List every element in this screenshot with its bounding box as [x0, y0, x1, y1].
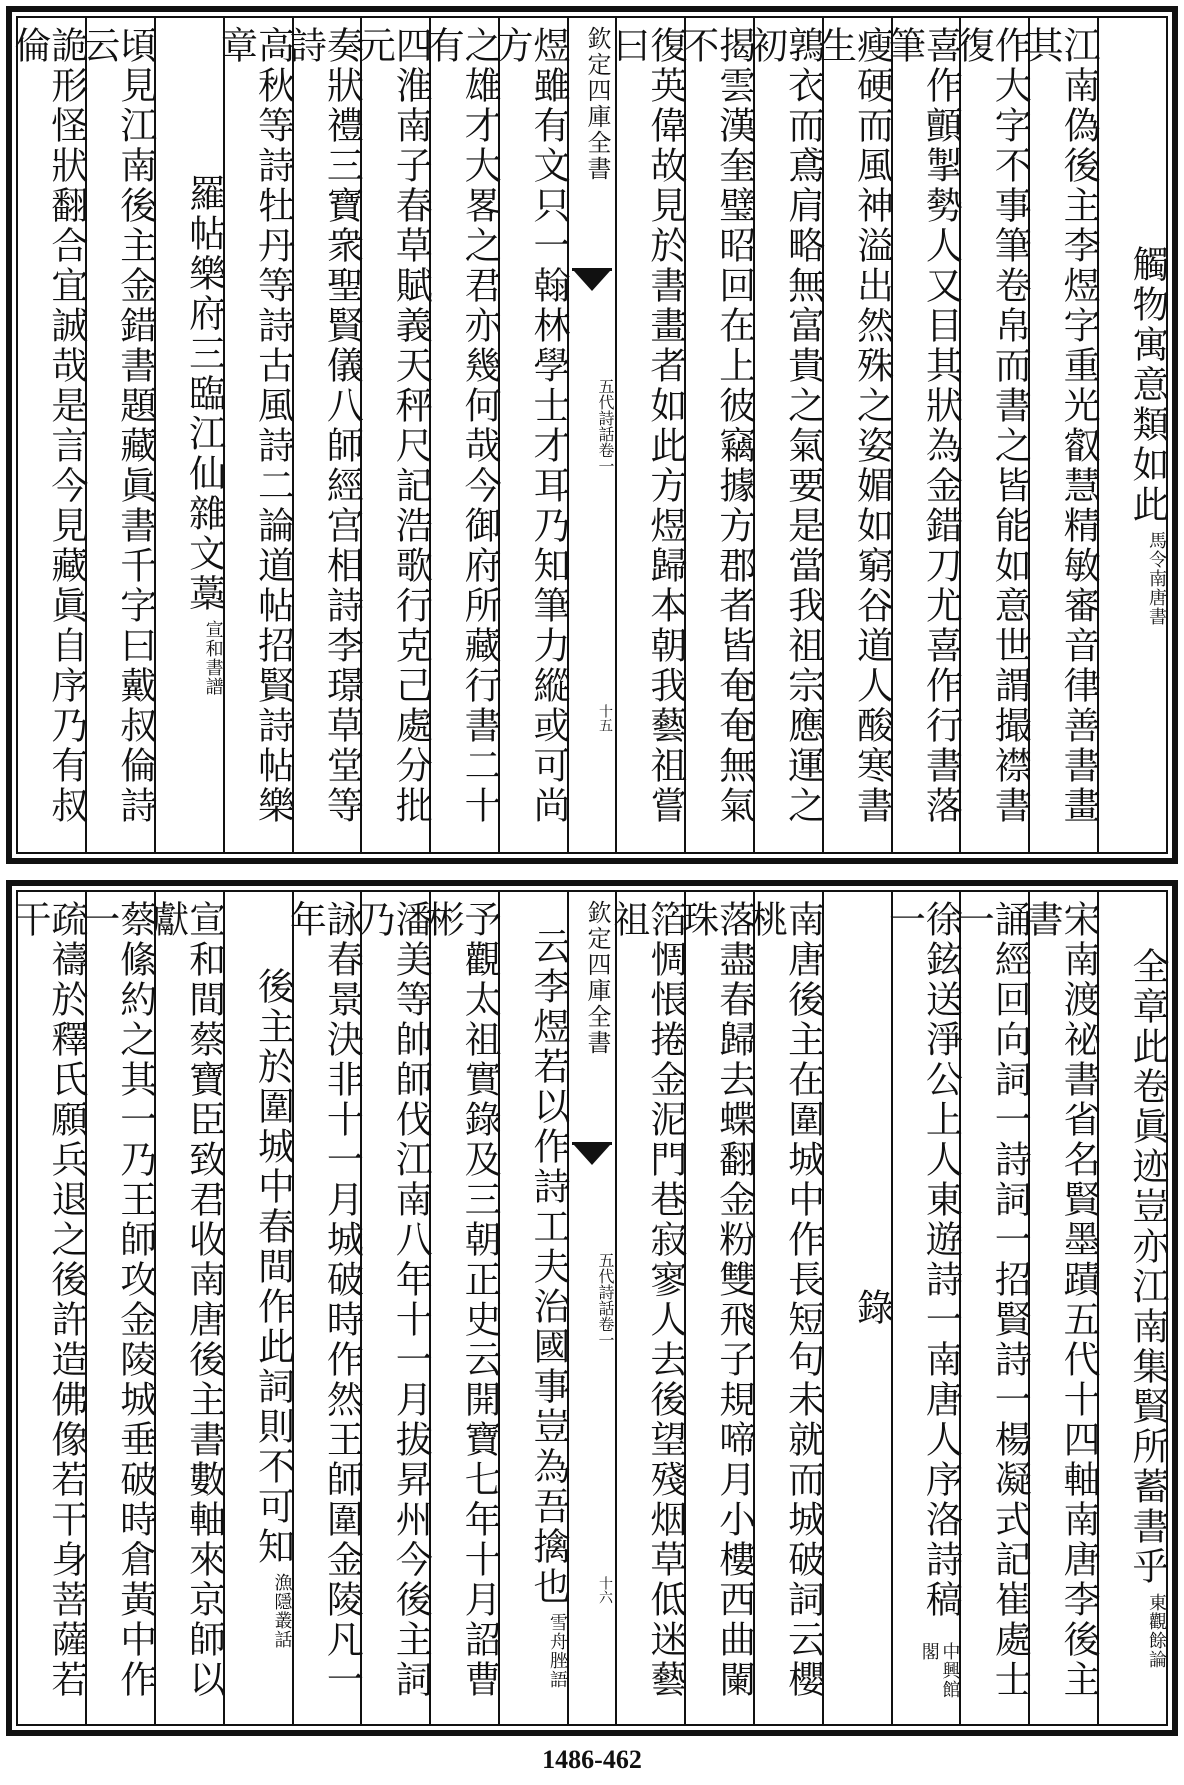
text-column: 後主於圍城中春間作此詞則不可知 漁隱叢話: [223, 892, 292, 1724]
page-reference: 1486-462: [542, 1745, 642, 1774]
volume-label: 卷一: [596, 442, 615, 474]
text-column: 全章此卷眞迹豈亦江南集賢所蓄書乎 東觀餘論: [1097, 892, 1166, 1724]
text-column: 江南偽後主李煜字重光叡慧精敏審音律善書畫其: [1028, 18, 1097, 852]
text-column: 落盡春歸去蝶翻金粉雙飛子規啼月小樓西曲闌珠: [684, 892, 753, 1724]
center-fold-column: [567, 18, 615, 852]
top-page-columns: [7, 18, 1169, 852]
text-column: 瘦硬而風神溢出然殊之姿媚如窮谷道人酸寒書生: [822, 18, 891, 852]
text-column: 誦經回向詞一詩詞一招賢詩一楊凝式記崔處士一: [959, 892, 1028, 1724]
citation-note: 東觀餘論: [1146, 1593, 1167, 1669]
text-column: 予觀太祖實錄及三朝正史云開寶七年十月詔曹彬: [429, 892, 498, 1724]
text-column: 觸物寓意類如此 馬令南唐書: [1097, 18, 1166, 852]
section-label: 五代詩話 卷一: [569, 378, 615, 474]
text-column: 羅帖樂府三臨江仙雜文藁 宣和書譜: [154, 18, 223, 852]
text-column: 疏禱於釋氏願兵退之後許造佛像若干身菩薩若干: [7, 900, 88, 1700]
fish-tail-mark: [572, 1142, 612, 1173]
text-column: 煜雖有文只一翰林學士才耳乃知筆力縱或可尚方: [498, 18, 567, 852]
text-column: 詭形怪狀翻合宜誠哉是言今見藏眞自序乃有叔倫: [7, 26, 88, 826]
book-title: 欽定四庫全書: [583, 26, 611, 182]
section-label: 五代詩話 卷一: [569, 1252, 615, 1348]
text-column: 鶉衣而鳶肩略無富貴之氣要是當我祖宗應運之初: [753, 18, 822, 852]
text-column: 詠春景決非十一月城破時作然王師圍金陵凡一年: [292, 892, 361, 1724]
book-title: 欽定四庫全書: [583, 900, 611, 1056]
bottom-page-columns: [7, 892, 1169, 1724]
center-fold-column: [567, 892, 615, 1724]
text-column: 高秋等詩牡丹等詩古風詩二論道帖招賢詩帖樂章: [223, 18, 292, 852]
text-column: 揭雲漢奎璧昭回在上彼竊據方郡者皆奄奄無氣不: [684, 18, 753, 852]
citation-note: 雪舟脞語: [547, 1613, 568, 1689]
bottom-page: [6, 880, 1178, 1736]
citation-note: 馬令南唐書: [1146, 530, 1167, 626]
text-column: 奏狀禮三寶衆聖賢儀八師經宫相詩李璟草堂等詩: [292, 18, 361, 852]
citation-note: 漁隱叢話: [271, 1573, 293, 1649]
text-column: 宣和間蔡寶臣致君收南唐後主書數軸來京師以獻: [154, 892, 223, 1724]
citation-note: 宣和書譜: [202, 620, 224, 696]
text-column: 箔惆悵捲金泥門巷寂寥人去後望殘烟草低迷藝祖: [615, 892, 684, 1724]
citation-note: 中興館閣: [918, 1642, 961, 1700]
volume-label: 卷一: [596, 1316, 615, 1348]
top-page-frame: [7, 16, 1169, 854]
text-column: 云李煜若以作詩工夫治國事豈為吾擒也 雪舟脞語: [498, 892, 567, 1724]
text-column: 潘美等帥師伐江南八年十一月拔昇州今後主詞乃: [360, 892, 429, 1724]
text-column: 頃見江南後主金錯書題藏眞書千字曰戴叔倫詩云: [85, 18, 154, 852]
fish-tail-mark: [572, 268, 612, 299]
bottom-page-frame: [7, 890, 1169, 1726]
text-column: 宋南渡祕書省名賢墨蹟五代十四軸南唐李後主書: [1028, 892, 1097, 1724]
text-column: 作大字不事筆卷帛而書之皆能如意世謂撮襟書復: [959, 18, 1028, 852]
top-page: [6, 6, 1178, 864]
page-number: 十五: [597, 704, 613, 732]
text-column: 復英偉故見於書畫者如此方煜歸本朝我藝祖嘗曰: [615, 18, 684, 852]
text-column: 四淮南子春草賦義天秤尺記浩歌行克己處分批元: [360, 18, 429, 852]
text-column: 南唐後主在圍城中作長短句未就而城破詞云櫻桃: [753, 892, 822, 1724]
page-number: 十六: [597, 1576, 613, 1604]
text-column: 徐鉉送淨公上人東遊詩一南唐人序洛詩稿一 中興館閣: [891, 892, 960, 1724]
text-column: 錄: [822, 892, 891, 1724]
text-column: 蔡絛約之其一乃王師攻金陵城垂破時倉黃中作一: [85, 892, 154, 1724]
text-column: 喜作顫掣勢人又目其狀為金錯刀尤喜作行書落筆: [891, 18, 960, 852]
text-column: 之雄才大畧之君亦幾何哉今御府所藏行書二十有: [429, 18, 498, 852]
